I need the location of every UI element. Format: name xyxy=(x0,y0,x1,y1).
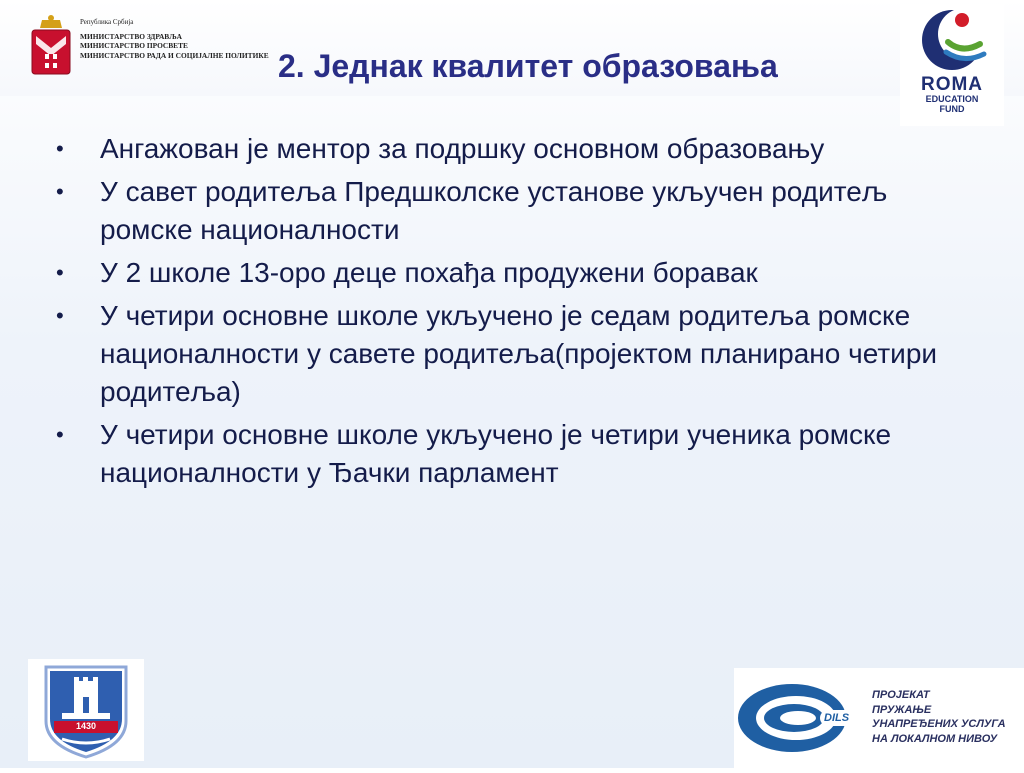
ministry-health: МИНИСТАРСТВО ЗДРАВЉА xyxy=(80,32,182,42)
roma-fund-emblem-icon xyxy=(900,4,1004,74)
bullet-icon: • xyxy=(56,303,64,328)
bullet-item xyxy=(56,173,976,249)
republic-label: Република Србија xyxy=(80,18,134,26)
bullet-item xyxy=(56,254,976,292)
roma-label: ROMA xyxy=(920,74,984,95)
city-shield-icon xyxy=(28,659,144,761)
slide-title: 2. Једнак квалитет образовања xyxy=(278,48,778,84)
ministry-header xyxy=(30,14,280,84)
dils-project-text xyxy=(872,688,1006,746)
dils-line-4: НА ЛОКАЛНОМ НИВОУ xyxy=(872,732,998,745)
bullet-text: У савет родитеља Предшколске установе укључен родитељ ромске националности xyxy=(100,176,888,245)
bullet-icon: • xyxy=(56,136,64,161)
bullet-text: У 2 школе 13-оро деце похађа продужени боравак xyxy=(100,257,758,288)
bullet-icon: • xyxy=(56,260,64,285)
bullet-icon: • xyxy=(56,422,64,447)
dils-line-3: УНАПРЕЂЕНИХ УСЛУГА xyxy=(872,718,1006,730)
bullet-item xyxy=(56,416,976,492)
ministry-education: МИНИСТАРСТВО ПРОСВЕТЕ xyxy=(80,41,188,51)
city-year: 1430 xyxy=(75,721,97,731)
dils-project-logo xyxy=(734,668,1024,768)
education-label: EDUCATION xyxy=(925,94,979,104)
dils-line-2: ПРУЖАЊЕ xyxy=(872,703,932,716)
bullet-text: У четири основне школе укључено је седам родитеља ромске националности у савете родитеља(пројектом планирано четири родитеља) xyxy=(100,300,938,407)
bullet-icon: • xyxy=(56,179,64,204)
bullet-item xyxy=(56,297,976,411)
bullet-text: У четири основне школе укључено је четири ученика ромске националности у Ђачки парламент xyxy=(100,419,892,488)
city-coat-of-arms xyxy=(28,659,144,761)
bullet-list xyxy=(56,130,976,497)
dils-badge: DILS xyxy=(824,712,850,724)
serbian-coat-of-arms-icon xyxy=(30,14,72,78)
ministry-labour: МИНИСТАРСТВО РАДА И СОЦИЈАЛНЕ ПОЛИТИКЕ xyxy=(80,50,269,60)
fund-label: FUND xyxy=(939,104,965,114)
bullet-text: Ангажован је ментор за подршку основном образовању xyxy=(100,133,825,164)
bullet-item xyxy=(56,130,976,168)
dils-line-1: ПРОЈЕКАТ xyxy=(872,689,930,701)
roma-education-fund-logo xyxy=(900,4,1004,126)
